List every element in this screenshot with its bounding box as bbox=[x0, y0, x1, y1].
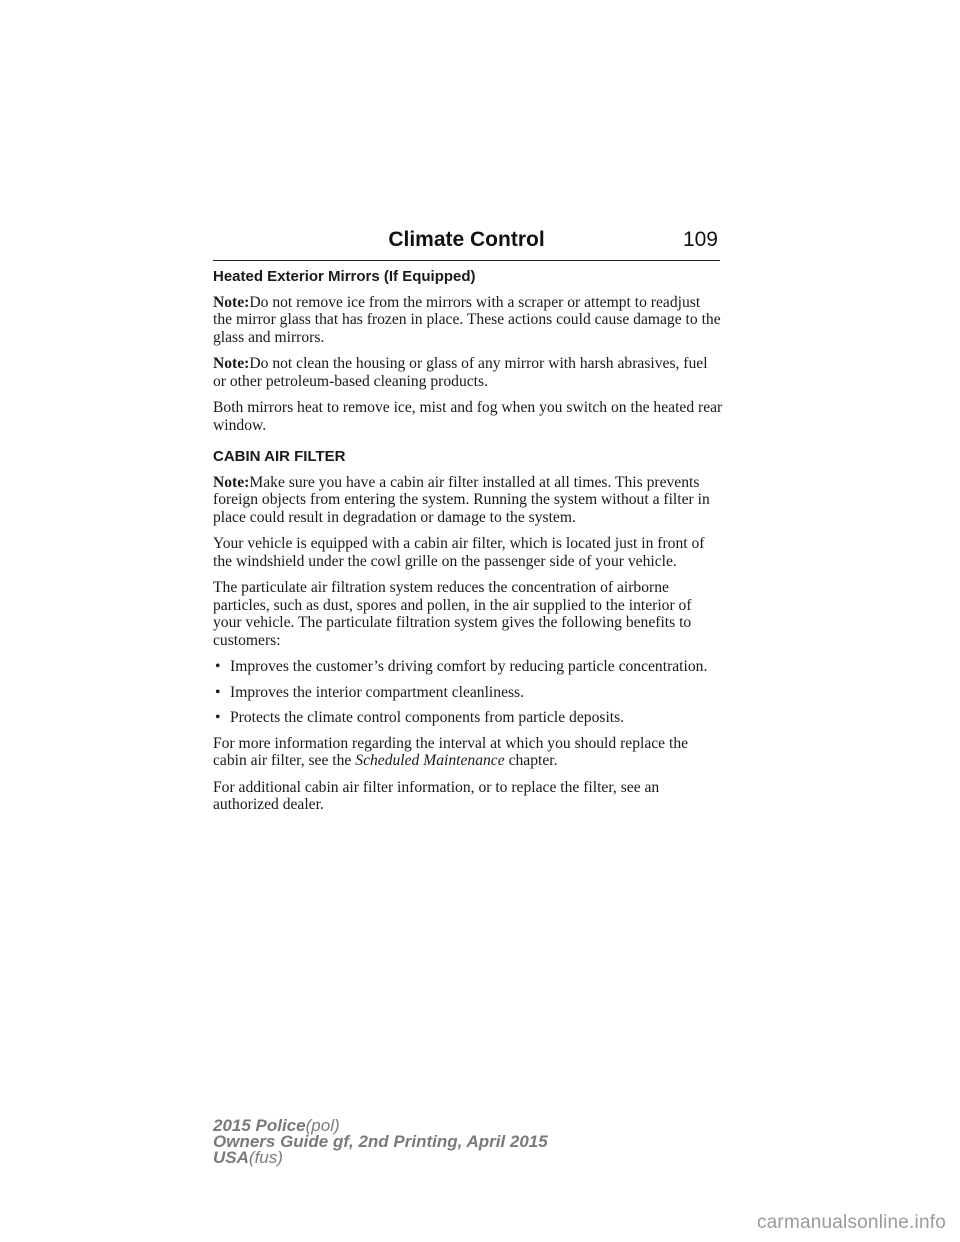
footer-line bbox=[213, 1150, 548, 1166]
bullet-icon: • bbox=[215, 683, 221, 701]
bullet-item bbox=[213, 709, 723, 727]
note-label: Note: bbox=[213, 473, 250, 491]
page-number: 109 bbox=[682, 228, 718, 251]
note-text: Do not remove ice from the mirrors with a scraper or attempt to readjust the mirror glass that has frozen in place. These actions could cause damage to the glass and mirrors. bbox=[213, 293, 721, 346]
page-header bbox=[213, 228, 720, 261]
section-heading-heated-mirrors: Heated Exterior Mirrors (If Equipped) bbox=[213, 268, 476, 285]
note-text: Do not clean the housing or glass of any mirror with harsh abrasives, fuel or other petroleum-based cleaning products. bbox=[213, 355, 708, 390]
footer-market-code: (fus) bbox=[248, 1148, 283, 1167]
note-label: Note: bbox=[213, 293, 250, 311]
footer-edition: Owners Guide gf, 2nd Printing, April 2015 bbox=[213, 1132, 548, 1151]
text-span: For more information regarding the interval at which you should replace the cabin air filter, see the bbox=[213, 734, 689, 769]
body-paragraph: The particulate air filtration system reduces the concentration of airborne particles, such as dust, spores and pollen, in the air supplied to the interior of your vehicle. The particulate filtration system gives the following benefits to customers: bbox=[213, 579, 692, 649]
text-span: chapter. bbox=[508, 752, 558, 769]
bullet-text: Improves the customer’s driving comfort by reducing particle concentration. bbox=[230, 658, 708, 675]
note-label: Note: bbox=[213, 355, 250, 372]
body-paragraph: For additional cabin air filter information, or to replace the filter, see an authorized dealer. bbox=[213, 778, 660, 813]
watermark: carmanualsonline.info bbox=[756, 1212, 946, 1233]
body-paragraph: Both mirrors heat to remove ice, mist and fog when you switch on the heated rear window. bbox=[213, 399, 723, 434]
bullet-text: Protects the climate control components from particle deposits. bbox=[230, 709, 625, 726]
note-paragraph bbox=[213, 474, 723, 527]
body-paragraph bbox=[213, 735, 723, 770]
bullet-item bbox=[213, 684, 723, 702]
note-paragraph bbox=[213, 294, 723, 347]
bullet-icon: • bbox=[215, 658, 221, 675]
bullet-icon: • bbox=[215, 709, 221, 726]
section-heading-cabin-air-filter: CABIN AIR FILTER bbox=[213, 448, 346, 465]
bullet-text: Improves the interior compartment cleanliness. bbox=[230, 683, 525, 701]
bullet-item bbox=[213, 658, 723, 676]
chapter-reference-link[interactable]: Scheduled Maintenance bbox=[355, 752, 505, 769]
body-paragraph: Your vehicle is equipped with a cabin air filter, which is located just in front of the windshield under the cowl grille on the passenger side of your vehicle. bbox=[213, 535, 705, 570]
print-footer bbox=[213, 1118, 548, 1166]
note-text: Make sure you have a cabin air filter installed at all times. This prevents foreign objects from entering the system. Running the system without a filter in place could result in degradation or damage to the system. bbox=[213, 473, 710, 526]
footer-model-code: (pol) bbox=[305, 1116, 340, 1135]
chapter-title: Climate Control bbox=[388, 228, 545, 251]
footer-market: USA bbox=[213, 1148, 249, 1167]
page-content bbox=[213, 268, 723, 823]
note-paragraph bbox=[213, 355, 723, 390]
footer-model: 2015 Police bbox=[213, 1116, 306, 1135]
